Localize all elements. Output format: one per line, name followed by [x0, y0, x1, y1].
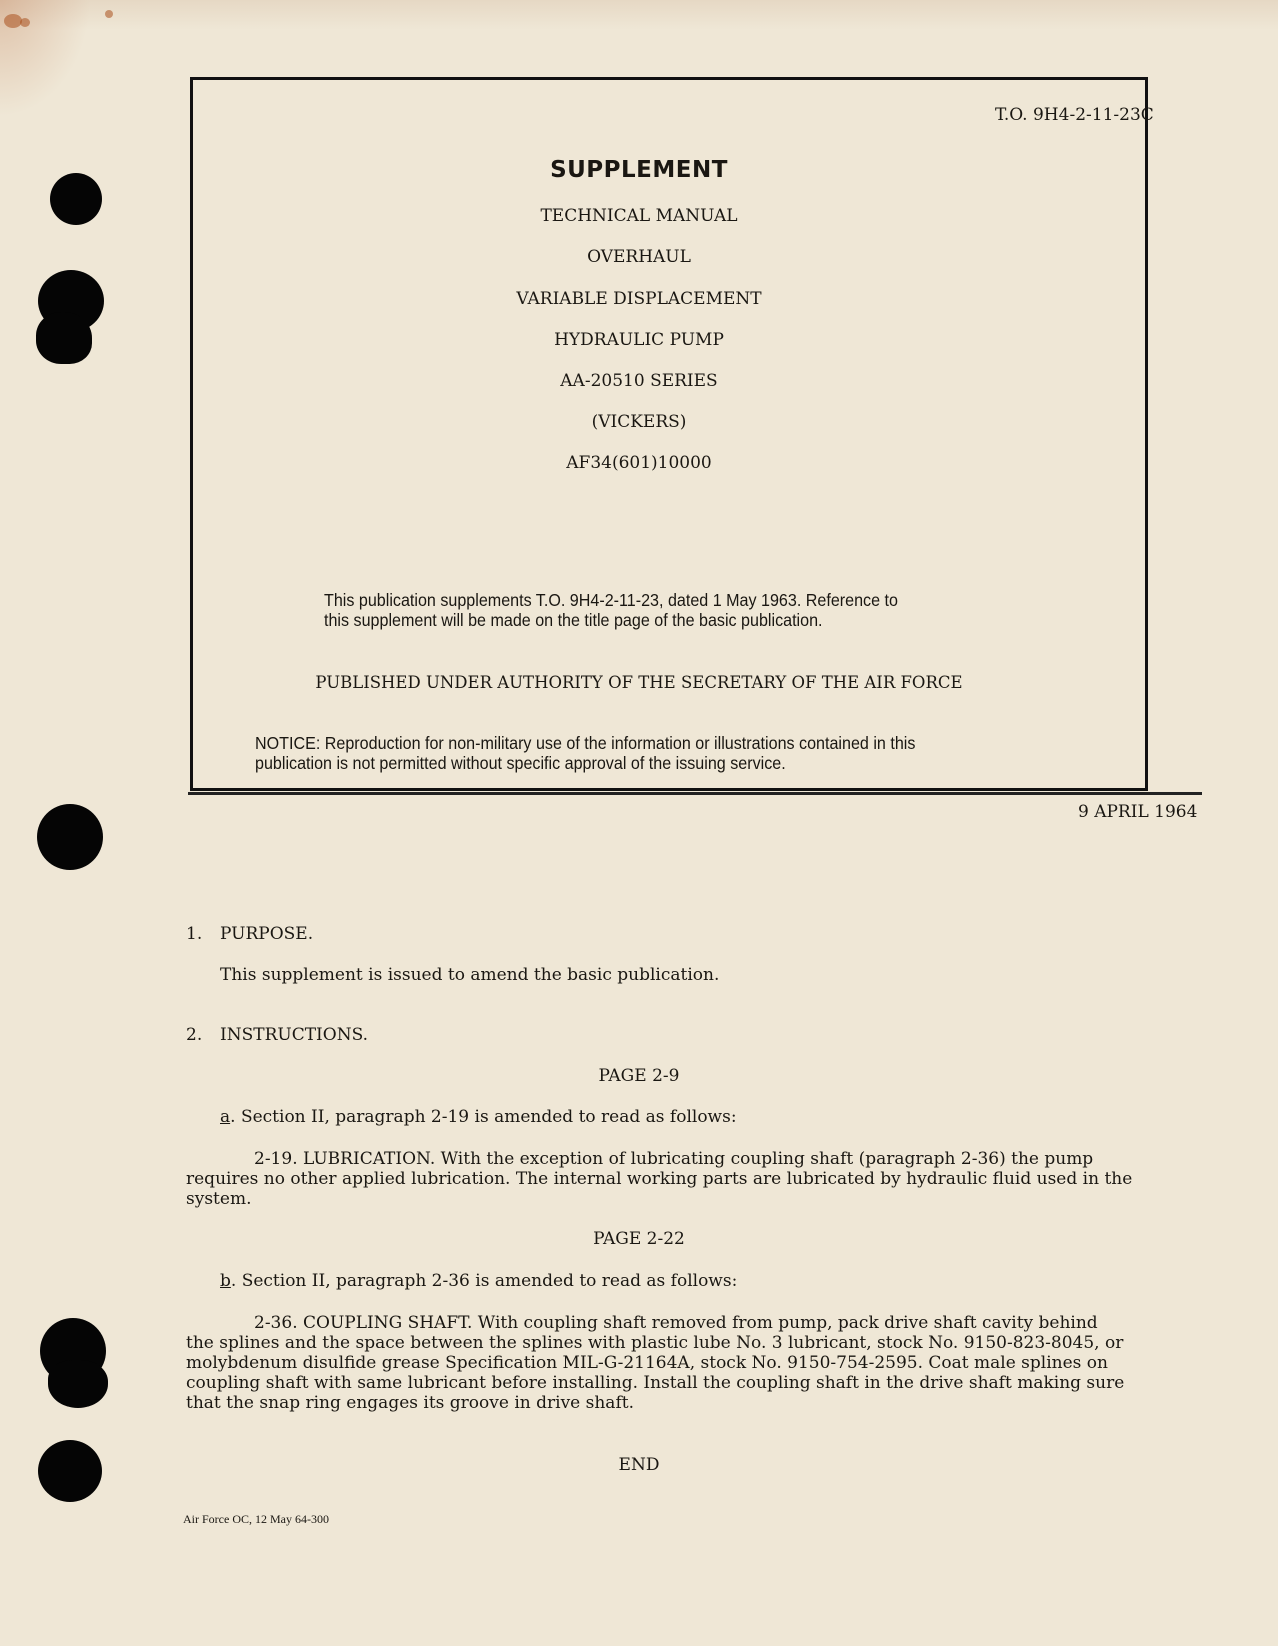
- item-b: [220, 1271, 737, 1291]
- notice-text: publication is not permitted without specific approval of the issuing service.: [255, 753, 786, 773]
- subtitle-line: AF34(601)10000: [566, 453, 712, 473]
- paragraph-2-19: requires no other applied lubrication. The internal working parts are lubricated by hydraulic fluid used in the: [186, 1169, 1133, 1189]
- supplement-note: this supplement will be made on the title page of the basic publication.: [324, 610, 823, 630]
- subtitle-line: HYDRAULIC PUMP: [554, 330, 724, 350]
- section-number: 2.: [186, 1025, 203, 1045]
- paragraph-2-36: coupling shaft with same lubricant before installing. Install the coupling shaft in the drive shaft making sure: [186, 1373, 1125, 1393]
- section-heading-instructions: INSTRUCTIONS.: [220, 1025, 369, 1045]
- paragraph-2-19: system.: [186, 1189, 252, 1209]
- subtitle-line: AA-20510 SERIES: [560, 371, 718, 391]
- document-title: SUPPLEMENT: [550, 157, 728, 183]
- item-letter: a: [220, 1107, 231, 1127]
- section-number: 1.: [186, 924, 203, 944]
- page-reference: PAGE 2-22: [593, 1229, 685, 1249]
- paragraph-2-36: 2-36. COUPLING SHAFT. With coupling shaft removed from pump, pack drive shaft cavity behind: [254, 1313, 1098, 1333]
- authority-statement: PUBLISHED UNDER AUTHORITY OF THE SECRETARY OF THE AIR FORCE: [315, 673, 963, 692]
- publication-date: 9 APRIL 1964: [1078, 802, 1198, 822]
- rust-stain: [20, 18, 30, 27]
- notice-text: NOTICE: Reproduction for non-military use of the information or illustrations contained in this: [255, 733, 916, 753]
- section-heading-purpose: PURPOSE.: [220, 924, 314, 944]
- page-reference: PAGE 2-9: [598, 1066, 680, 1086]
- item-text: . Section II, paragraph 2-19 is amended to read as follows:: [230, 1107, 737, 1127]
- subtitle-line: (VICKERS): [591, 412, 687, 432]
- purpose-text: This supplement is issued to amend the basic publication.: [220, 965, 720, 985]
- binder-hole: [37, 804, 103, 870]
- end-marker: END: [618, 1455, 660, 1475]
- subtitle-line: VARIABLE DISPLACEMENT: [516, 289, 762, 309]
- subtitle-line: OVERHAUL: [587, 247, 691, 267]
- supplement-note: This publication supplements T.O. 9H4-2-11-23, dated 1 May 1963. Reference to: [324, 590, 898, 610]
- paragraph-2-36: molybdenum disulfide grease Specification MIL-G-21164A, stock No. 9150-754-2595. Coat male splines on: [186, 1353, 1108, 1373]
- item-letter: b: [220, 1271, 231, 1291]
- to-number: T.O. 9H4-2-11-23C: [995, 105, 1154, 125]
- paragraph-2-36: that the snap ring engages its groove in drive shaft.: [186, 1393, 634, 1413]
- rust-stain: [105, 10, 113, 18]
- print-info: Air Force OC, 12 May 64-300: [183, 1512, 329, 1526]
- item-a: [220, 1107, 737, 1127]
- paragraph-2-19: 2-19. LUBRICATION. With the exception of lubricating coupling shaft (paragraph 2-36) the pump: [254, 1149, 1094, 1169]
- paragraph-2-36: the splines and the space between the splines with plastic lube No. 3 lubricant, stock No. 9150-823-8045, or: [186, 1333, 1124, 1353]
- subtitle-line: TECHNICAL MANUAL: [540, 206, 738, 226]
- title-box-underline: [188, 792, 1202, 795]
- item-text: . Section II, paragraph 2-36 is amended to read as follows:: [230, 1271, 738, 1291]
- binder-hole: [48, 1360, 108, 1408]
